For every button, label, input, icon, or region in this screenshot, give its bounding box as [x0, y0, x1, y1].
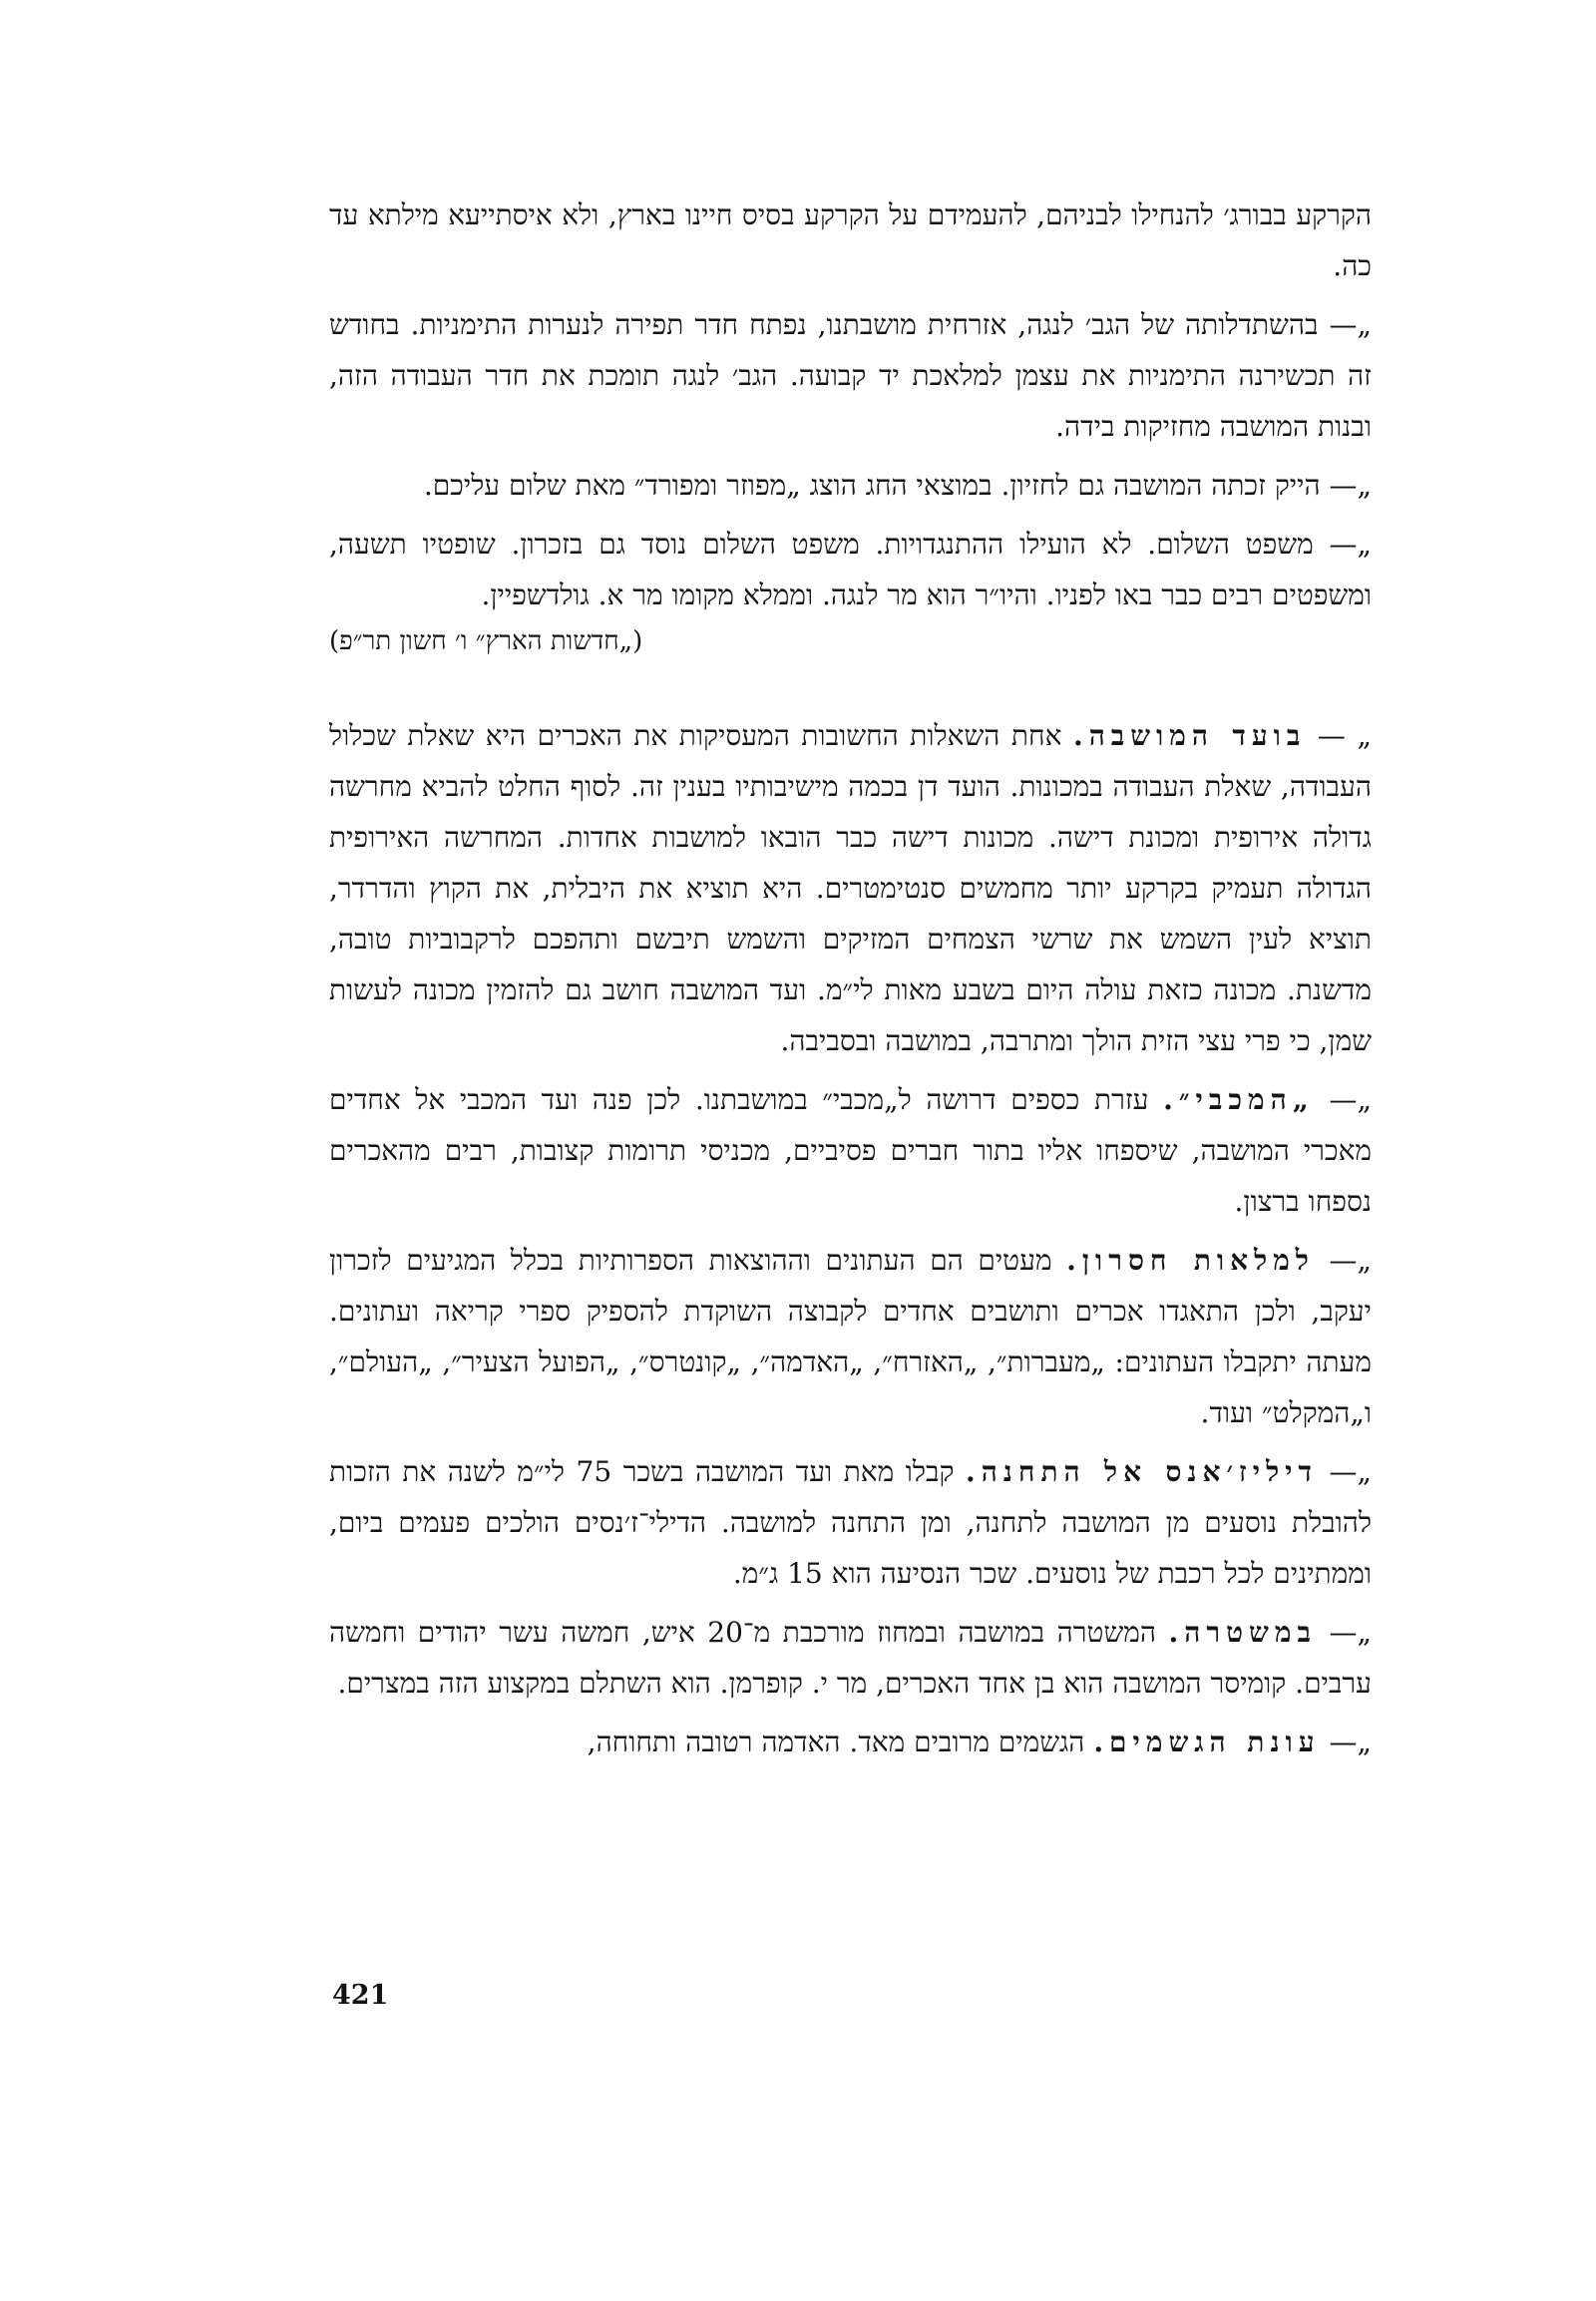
- item-title: למלאות חסרון.: [1066, 1244, 1315, 1277]
- news-item: [329, 1607, 1372, 1709]
- item-body: אחת השאלות החשובות המעסיקות את האכרים היא שאלת שכלול העבודה, שאלת העבודה במכונות. הועד דן בכמה מישיבותיו בענין זה. לסוף החלט להביא מחרשה גדולה אירופית ומכונת דישה. מכונות דישה כבר הובאו למושבות אחדות. המחרשה האירופית הגדולה תעמיק בקרקע יותר מחמשים סנטימטרים. היא תוציא את היבלית, את הקוץ והדרדר, תוציא לעין השמש את שרשי הצמחים המזיקים והשמש תיבשם ותהפכם לרקבוביות טובה, מדשנת. מכונה כזאת עולה היום בשבע מאות לי״מ. ועד המושבה חושב גם להזמין מכונה לעשות שמן, כי פרי עצי הזית הולך ומתרבה, במושבה ובסביבה.: [329, 719, 1372, 1057]
- item-lead: „—: [1314, 1244, 1373, 1277]
- item-body: קבלו מאת ועד המושבה בשכר 75 לי״מ לשנה את הזכות להובלת נוסעים מן המושבה לתחנה, ומן התחנה למושבה. הדילי־ז׳נסים הולכים פעמים ביום, וממתינים לכל רכבת של נוסעים. שכר הנסיעה הוא 15 ג״מ.: [329, 1455, 1372, 1590]
- news-item: [329, 1074, 1372, 1227]
- item-lead: „—: [1317, 1455, 1372, 1488]
- item-lead: „—: [1314, 1083, 1373, 1116]
- news-item: [329, 1235, 1372, 1438]
- paragraph: „— משפט השלום. לא הועילו ההתנגדויות. משפט השלום נוסד גם בזכרון. שופטיו תשעה, ומשפטים רבים כבר באו לפניו. והיו״ר הוא מר לנגה. וממלא מקומו מר א. גולדשפיין.: [329, 528, 1372, 611]
- item-lead: „—: [1320, 1726, 1372, 1758]
- source-citation: („חדשות הארץ״ ו׳ חשון תר״פ): [329, 626, 643, 656]
- page-number: 421: [332, 1980, 389, 2011]
- document-page: [329, 190, 1372, 1767]
- paragraph: „— בהשתדלותה של הגב׳ לנגה, אזרחית מושבתנו, נפתח חדר תפירה לנערות התימניות. בחודש זה תכשירנה התימניות את עצמן למלאכת יד קבועה. הגב׳ לנגה תומכת את חדר העבודה הזה, ובנות המושבה מחזיקות בידה.: [329, 308, 1372, 443]
- paragraph: „— הייק זכתה המושבה גם לחזיון. במוצאי החג הוצג „מפוזר ומפורד״ מאת שלום עליכם.: [423, 469, 1372, 502]
- item-lead: „ —: [1306, 719, 1372, 752]
- item-body: עזרת כספים דרושה ל„מכבי״ במושבתנו. לכן פנה ועד המכבי אל אחדים מאכרי המושבה, שיספחו אליו בתור חברים פסיביים, מכניסי תרומות קצובות, רבים מהאכרים נספחו ברצון.: [329, 1083, 1372, 1218]
- news-item: [329, 1446, 1372, 1599]
- item-body: המשטרה במושבה ובמחוז מורכבת מ־20 איש, חמשה עשר יהודים וחמשה ערבים. קומיסר המושבה הוא בן אחד האכרים, מר י. קופרמן. הוא השתלם במקצוע הזה במצרים.: [329, 1616, 1372, 1700]
- item-body: מעטים הם העתונים וההוצאות הספרותיות בכלל המגיעים לזכרון יעקב, ולכן התאגדו אכרים ותושבים אחדים לקבוצה השוקדת להספיק ספרי קריאה ועתונים. מעתה יתקבלו העתונים: „מעברות״, „האזרח״, „האדמה״, „קונטרס״, „הפועל הצעיר״, „העולם״, ו„המקלט״ ועוד.: [329, 1244, 1372, 1429]
- news-item: [329, 710, 1372, 1066]
- item-title: עונת הגשמים.: [1093, 1726, 1321, 1758]
- item-body: הגשמים מרובים מאד. האדמה רטובה ותחוחה,: [587, 1726, 1094, 1758]
- item-title: דיליז׳אנס אל התחנה.: [965, 1455, 1318, 1488]
- item-title: בועד המושבה.: [1072, 719, 1307, 752]
- item-lead: „—: [1316, 1616, 1373, 1649]
- item-title: „המכבי״.: [1163, 1083, 1315, 1116]
- news-item: [329, 1717, 1372, 1767]
- paragraph: הקרקע בבורג׳ להנחילו לבניהם, להעמידם על הקרקע בסיס חיינו בארץ, ולא איסתייעא מילתא עד כה.: [329, 198, 1372, 282]
- item-title: במשטרה.: [1168, 1616, 1317, 1649]
